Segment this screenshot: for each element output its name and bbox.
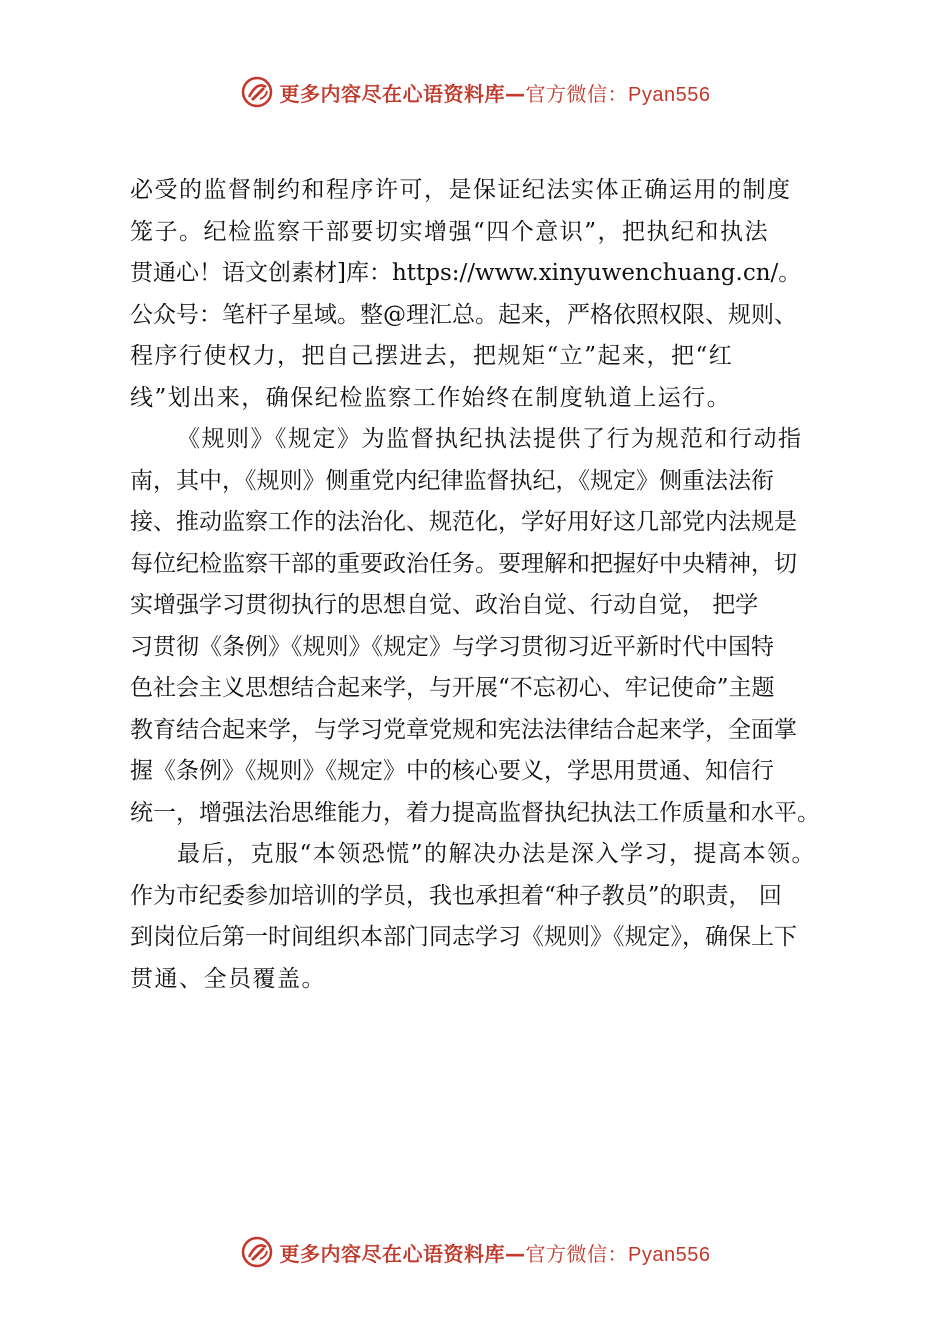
body-line: 接、推动监察工作的法治化、规范化，学好用好这几部党内法规是 bbox=[130, 509, 797, 535]
body-line: 作为市纪委参加培训的学员，我也承担着“种子教员”的职责， 回 bbox=[130, 882, 782, 909]
body-line: 《规则》《规定》为监督执纪执法提供了行为规范和行动指 bbox=[177, 426, 803, 452]
body-line: 南，其中，《规则》侧重党内纪律监督执纪，《规定》侧重法法衔 bbox=[130, 467, 774, 494]
body-line: 教育结合起来学，与学习党章党规和宪法法律结合起来学，全面掌 bbox=[130, 716, 797, 743]
body-line: 最后，克服“本领恐慌”的解决办法是深入学习，提高本领。 bbox=[177, 841, 817, 867]
brand-logo-icon bbox=[240, 1235, 274, 1269]
body-line: 到岗位后第一时间组织本部门同志学习《规则》《规定》，确保上下 bbox=[130, 924, 797, 950]
footer-text bbox=[280, 1238, 711, 1267]
body-line: 统一，增强法治思维能力，着力提高监督执纪执法工作质量和水平。 bbox=[130, 799, 820, 826]
body-line: 公众号：笔杆子星域。整@理汇总。起来，严格依照权限、规则、 bbox=[130, 301, 797, 328]
header-dash: — bbox=[505, 81, 526, 106]
footer-brand: 更多内容尽在心语资料库 bbox=[279, 1241, 506, 1266]
body-line: 线”划出来，确保纪检监察工作始终在制度轨道上运行。 bbox=[130, 384, 732, 411]
header-wechat-label: 官方微信： bbox=[525, 81, 629, 106]
document-body bbox=[130, 170, 850, 1000]
body-line: 每位纪检监察干部的重要政治任务。要理解和把握好中央精神，切 bbox=[130, 550, 797, 577]
header-text bbox=[280, 78, 711, 107]
header-brand: 更多内容尽在心语资料库 bbox=[279, 81, 506, 106]
body-line: 握《条例》《规则》《规定》中的核心要义，学思用贯通、知信行 bbox=[130, 758, 774, 784]
footer-dash: — bbox=[505, 1241, 526, 1266]
body-line: 习贯彻《条例》《规则》《规定》与学习贯彻习近平新时代中国特 bbox=[130, 633, 774, 660]
body-line: 贯通、全员覆盖。 bbox=[130, 965, 326, 992]
body-line: 笼子。纪检监察干部要切实增强“四个意识”，把执纪和执法 bbox=[130, 218, 770, 245]
body-line: 实增强学习贯彻执行的思想自觉、政治自觉、行动自觉， 把学 bbox=[130, 592, 759, 618]
footer-banner bbox=[0, 1232, 950, 1272]
body-line: 必受的监督制约和程序许可，是保证纪法实体正确运用的制度 bbox=[130, 177, 792, 203]
header-banner bbox=[0, 72, 950, 112]
body-line: 色社会主义思想结合起来学，与开展“不忘初心、牢记使命”主题 bbox=[130, 675, 775, 701]
footer-wechat-label: 官方微信： bbox=[525, 1241, 629, 1266]
footer-wechat-id: Pyan556 bbox=[628, 1243, 711, 1266]
body-line: 程序行使权力，把自己摆进去，把规矩“立”起来，把“红 bbox=[130, 343, 734, 369]
header-wechat-id: Pyan556 bbox=[628, 83, 711, 106]
brand-logo-icon bbox=[240, 75, 274, 109]
body-line: 贯通心！语文创素材]库：https://www.xinyuwenchuang.cn/。 bbox=[130, 260, 802, 286]
